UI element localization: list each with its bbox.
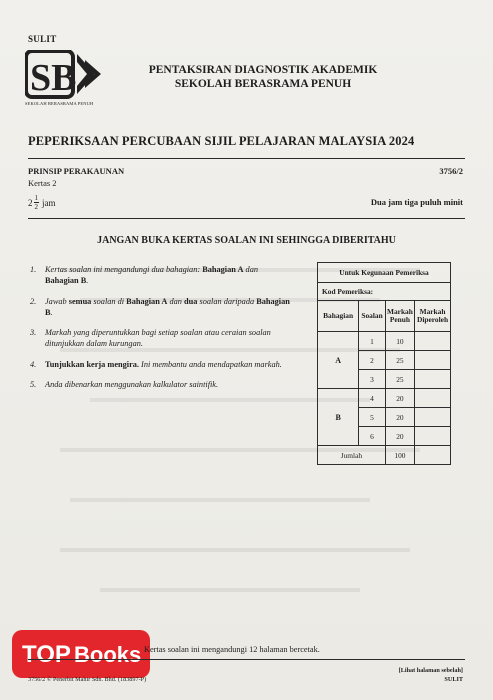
- instruction-number: 3.: [30, 328, 37, 338]
- org-line-1: PENTAKSIRAN DIAGNOSTIK AKADEMIK: [148, 64, 378, 76]
- subject-name: PRINSIP PERAKAUNAN: [28, 166, 125, 176]
- instruction-number: 2.: [30, 296, 37, 306]
- instruction-text: [45, 327, 292, 350]
- instruction-segment: semua: [68, 296, 92, 306]
- instruction-segment: Bahagian A: [126, 296, 168, 306]
- instruction-number: 1.: [30, 265, 37, 274]
- turn-over-note: [Lihat halaman sebelah]: [398, 667, 463, 674]
- page-count-note: Kertas soalan ini mengandungi 12 halaman bercetak.: [144, 645, 320, 654]
- col-header-markah-penuh: Markah Penuh: [385, 301, 414, 332]
- examiner-code-field: Kod Pemeriksa:: [318, 283, 451, 301]
- total-label: Jumlah: [318, 446, 386, 465]
- instruction-item: [30, 296, 292, 319]
- full-marks: 10: [385, 332, 414, 351]
- instructions-list: [30, 264, 292, 399]
- instruction-segment: dan: [243, 265, 258, 274]
- duration-fraction: [28, 194, 56, 211]
- svg-text:SB: SB: [30, 57, 77, 99]
- instruction-segment: Kertas soalan ini mengandungi dua bahagian:: [45, 265, 203, 274]
- section-label: A: [318, 332, 359, 389]
- duration-frac: [34, 194, 40, 211]
- examiner-table-row: [318, 389, 451, 408]
- duration-unit: jam: [42, 197, 56, 208]
- question-number: 3: [359, 370, 386, 389]
- marks-obtained-field[interactable]: [415, 332, 451, 351]
- col-header-soalan: Soalan: [359, 301, 386, 332]
- sulit-label-bottom: SULIT: [444, 676, 463, 683]
- instruction-segment: Ini membantu anda mendapatkan markah.: [138, 359, 282, 369]
- subject-code: 3756/2: [439, 166, 463, 176]
- question-number: 1: [359, 332, 386, 351]
- examiner-table-row: [318, 332, 451, 351]
- instruction-text: [45, 264, 292, 287]
- divider-top: [28, 158, 465, 159]
- marks-obtained-field[interactable]: [415, 408, 451, 427]
- svg-text:TOP: TOP: [22, 641, 71, 668]
- publisher-line: 3756/2 © Penerbit Mahir Sdn. Bhd. (183897-P): [28, 676, 147, 683]
- question-number: 6: [359, 427, 386, 446]
- topbooks-stamp-logo: [10, 628, 152, 680]
- instruction-item: [30, 264, 292, 287]
- instruction-item: [30, 359, 292, 370]
- divider-middle: [28, 218, 465, 219]
- total-marks: 100: [385, 446, 414, 465]
- svg-text:Books: Books: [74, 642, 142, 667]
- do-not-open-warning: JANGAN BUKA KERTAS SOALAN INI SEHINGGA DIBERITAHU: [97, 235, 396, 246]
- question-number: 5: [359, 408, 386, 427]
- duration-numerator: 1: [34, 194, 38, 202]
- full-marks: 20: [385, 408, 414, 427]
- instruction-segment: soalan daripada: [197, 296, 257, 306]
- instruction-item: [30, 379, 292, 390]
- duration-words: Dua jam tiga puluh minit: [370, 197, 463, 207]
- instruction-segment: .: [86, 276, 89, 286]
- instruction-segment: dan: [167, 296, 185, 306]
- instruction-segment: Bahagian B: [45, 296, 290, 317]
- section-label: B: [318, 389, 359, 446]
- exam-title: PEPERIKSAAN PERCUBAAN SIJIL PELAJARAN MALAYSIA 2024: [28, 134, 415, 148]
- total-obtained-field[interactable]: [415, 446, 451, 465]
- marks-obtained-field[interactable]: [415, 427, 451, 446]
- footer-right-block: [399, 666, 463, 684]
- marks-obtained-field[interactable]: [415, 389, 451, 408]
- instruction-segment: Bahagian B: [45, 276, 87, 286]
- full-marks: 25: [385, 351, 414, 370]
- question-number: 2: [359, 351, 386, 370]
- examiner-table-title: Untuk Kegunaan Pemeriksa: [318, 263, 451, 283]
- instruction-segment: soalan di: [91, 296, 127, 306]
- instruction-item: [30, 327, 292, 350]
- duration-whole: 2: [28, 197, 33, 208]
- question-number: 4: [359, 389, 386, 408]
- examiner-total-row: [318, 446, 451, 465]
- sulit-label-top: SULIT: [28, 34, 57, 44]
- full-marks: 25: [385, 370, 414, 389]
- instruction-text: [45, 379, 218, 390]
- examiner-table: [317, 262, 451, 465]
- full-marks: 20: [385, 389, 414, 408]
- instruction-segment: .: [50, 307, 53, 317]
- examiner-table-box: [317, 262, 451, 465]
- marks-obtained-field[interactable]: [415, 370, 451, 389]
- logo-caption: SEKOLAH BERASRAMA PENUH: [25, 101, 94, 106]
- col-header-bahagian: Bahagian: [318, 301, 359, 332]
- org-line-2: SEKOLAH BERASRAMA PENUH: [174, 78, 352, 90]
- instruction-number: 5.: [30, 380, 37, 390]
- divider-bottom: [28, 659, 465, 660]
- instruction-segment: Bahagian A: [202, 265, 244, 274]
- organisation-title: [118, 63, 408, 91]
- sbp-logo-icon: [25, 50, 105, 106]
- instruction-number: 4.: [30, 359, 37, 369]
- duration-denominator: 2: [34, 203, 38, 211]
- instruction-text: [45, 359, 282, 370]
- instruction-segment: Jawab: [45, 296, 69, 306]
- col-header-markah-diperoleh: Markah Diperoleh: [415, 301, 451, 332]
- instruction-segment: Markah yang diperuntukkan bagi setiap soalan atau ceraian soalan ditunjukkan dalam kurungan.: [45, 328, 271, 349]
- instruction-segment: Anda dibenarkan menggunakan kalkulator saintifik.: [45, 380, 219, 390]
- full-marks: 20: [385, 427, 414, 446]
- paper-number: Kertas 2: [28, 178, 57, 188]
- instruction-segment: Tunjukkan kerja mengira.: [45, 359, 139, 369]
- marks-obtained-field[interactable]: [415, 351, 451, 370]
- instruction-segment: dua: [184, 296, 198, 306]
- instruction-text: [45, 296, 292, 319]
